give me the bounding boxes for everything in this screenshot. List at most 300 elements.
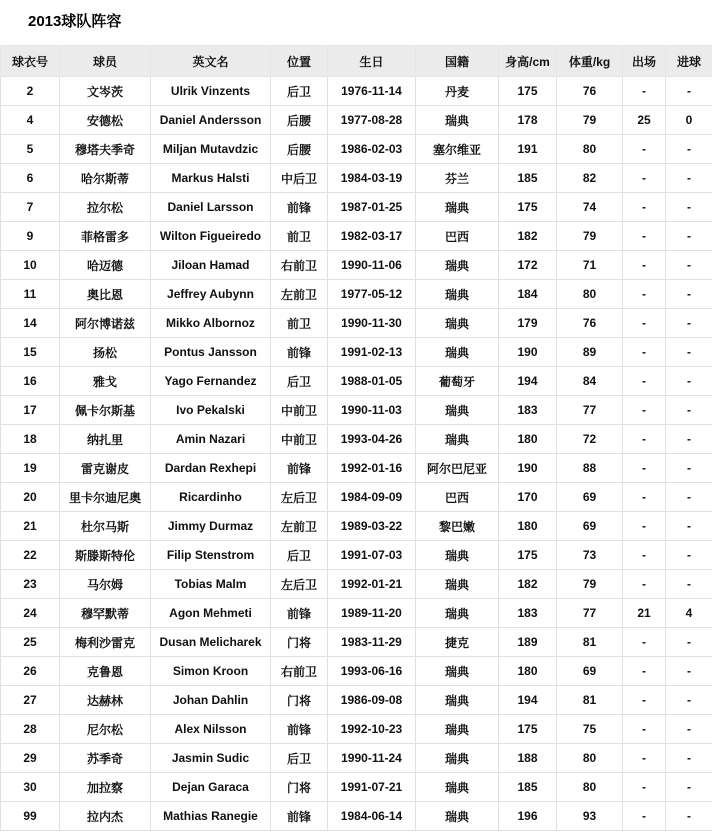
header-row — [1, 46, 712, 77]
cell-weight-kg: 71 — [557, 251, 623, 280]
cell-goals: - — [666, 396, 712, 425]
cell-nationality: 瑞典 — [416, 106, 499, 135]
cell-birthday: 1990-11-24 — [328, 744, 416, 773]
roster-table-head — [1, 46, 712, 77]
cell-player-name-cn: 纳扎里 — [60, 425, 151, 454]
cell-weight-kg: 81 — [557, 628, 623, 657]
cell-position: 右前卫 — [271, 657, 328, 686]
column-header-player-name-cn: 球员 — [60, 46, 151, 77]
cell-jersey-number: 17 — [1, 396, 60, 425]
cell-player-name-en: Ivo Pekalski — [151, 396, 271, 425]
cell-position: 前锋 — [271, 715, 328, 744]
cell-nationality: 巴西 — [416, 483, 499, 512]
cell-nationality: 瑞典 — [416, 425, 499, 454]
cell-weight-kg: 93 — [557, 802, 623, 831]
cell-appearances: - — [623, 541, 666, 570]
cell-appearances: - — [623, 657, 666, 686]
cell-player-name-cn: 里卡尔迪尼奥 — [60, 483, 151, 512]
cell-position: 左后卫 — [271, 483, 328, 512]
cell-player-name-cn: 马尔姆 — [60, 570, 151, 599]
table-row — [1, 309, 712, 338]
cell-player-name-cn: 苏季奇 — [60, 744, 151, 773]
page-title: 2013球队阵容 — [28, 13, 122, 30]
cell-height-cm: 190 — [499, 338, 557, 367]
cell-jersey-number: 22 — [1, 541, 60, 570]
cell-weight-kg: 76 — [557, 309, 623, 338]
cell-player-name-en: Jeffrey Aubynn — [151, 280, 271, 309]
cell-appearances: - — [623, 367, 666, 396]
cell-birthday: 1982-03-17 — [328, 222, 416, 251]
table-row — [1, 802, 712, 831]
cell-appearances: - — [623, 193, 666, 222]
cell-birthday: 1993-06-16 — [328, 657, 416, 686]
cell-jersey-number: 19 — [1, 454, 60, 483]
cell-height-cm: 184 — [499, 280, 557, 309]
cell-position: 左前卫 — [271, 512, 328, 541]
cell-appearances: 25 — [623, 106, 666, 135]
cell-appearances: - — [623, 512, 666, 541]
cell-nationality: 瑞典 — [416, 686, 499, 715]
cell-weight-kg: 80 — [557, 135, 623, 164]
cell-goals: - — [666, 193, 712, 222]
cell-weight-kg: 69 — [557, 657, 623, 686]
cell-nationality: 巴西 — [416, 222, 499, 251]
cell-jersey-number: 2 — [1, 77, 60, 106]
table-row — [1, 512, 712, 541]
cell-position: 后腰 — [271, 135, 328, 164]
cell-height-cm: 175 — [499, 541, 557, 570]
cell-position: 后卫 — [271, 541, 328, 570]
cell-position: 前锋 — [271, 454, 328, 483]
table-row — [1, 396, 712, 425]
cell-nationality: 瑞典 — [416, 541, 499, 570]
cell-jersey-number: 6 — [1, 164, 60, 193]
cell-position: 中前卫 — [271, 396, 328, 425]
cell-nationality: 芬兰 — [416, 164, 499, 193]
cell-weight-kg: 79 — [557, 106, 623, 135]
cell-nationality: 黎巴嫩 — [416, 512, 499, 541]
cell-appearances: - — [623, 802, 666, 831]
cell-position: 门将 — [271, 628, 328, 657]
cell-goals: - — [666, 483, 712, 512]
cell-height-cm: 180 — [499, 512, 557, 541]
cell-appearances: - — [623, 251, 666, 280]
cell-goals: - — [666, 77, 712, 106]
cell-player-name-en: Miljan Mutavdzic — [151, 135, 271, 164]
cell-nationality: 瑞典 — [416, 570, 499, 599]
cell-player-name-en: Filip Stenstrom — [151, 541, 271, 570]
table-row — [1, 628, 712, 657]
cell-jersey-number: 18 — [1, 425, 60, 454]
cell-appearances: - — [623, 425, 666, 454]
cell-birthday: 1984-03-19 — [328, 164, 416, 193]
table-row — [1, 193, 712, 222]
cell-position: 前卫 — [271, 309, 328, 338]
cell-goals: - — [666, 338, 712, 367]
cell-birthday: 1984-06-14 — [328, 802, 416, 831]
cell-position: 左前卫 — [271, 280, 328, 309]
cell-birthday: 1977-05-12 — [328, 280, 416, 309]
cell-jersey-number: 23 — [1, 570, 60, 599]
cell-weight-kg: 88 — [557, 454, 623, 483]
cell-weight-kg: 82 — [557, 164, 623, 193]
cell-weight-kg: 81 — [557, 686, 623, 715]
cell-weight-kg: 75 — [557, 715, 623, 744]
cell-birthday: 1992-01-21 — [328, 570, 416, 599]
cell-appearances: - — [623, 280, 666, 309]
cell-player-name-en: Alex Nilsson — [151, 715, 271, 744]
cell-nationality: 塞尔维亚 — [416, 135, 499, 164]
cell-goals: - — [666, 309, 712, 338]
cell-goals: - — [666, 135, 712, 164]
cell-jersey-number: 24 — [1, 599, 60, 628]
table-row — [1, 222, 712, 251]
cell-nationality: 丹麦 — [416, 77, 499, 106]
cell-birthday: 1991-07-21 — [328, 773, 416, 802]
cell-player-name-en: Mikko Albornoz — [151, 309, 271, 338]
cell-player-name-en: Ricardinho — [151, 483, 271, 512]
cell-nationality: 瑞典 — [416, 657, 499, 686]
cell-height-cm: 182 — [499, 222, 557, 251]
cell-goals: 4 — [666, 599, 712, 628]
cell-appearances: - — [623, 396, 666, 425]
table-row — [1, 77, 712, 106]
cell-appearances: 21 — [623, 599, 666, 628]
table-row — [1, 744, 712, 773]
cell-player-name-en: Daniel Larsson — [151, 193, 271, 222]
cell-player-name-en: Pontus Jansson — [151, 338, 271, 367]
cell-height-cm: 188 — [499, 744, 557, 773]
cell-height-cm: 175 — [499, 715, 557, 744]
cell-player-name-cn: 拉尔松 — [60, 193, 151, 222]
cell-position: 中前卫 — [271, 425, 328, 454]
cell-jersey-number: 9 — [1, 222, 60, 251]
cell-height-cm: 190 — [499, 454, 557, 483]
cell-birthday: 1986-09-08 — [328, 686, 416, 715]
cell-height-cm: 172 — [499, 251, 557, 280]
cell-appearances: - — [623, 773, 666, 802]
cell-player-name-en: Mathias Ranegie — [151, 802, 271, 831]
cell-birthday: 1989-11-20 — [328, 599, 416, 628]
cell-player-name-en: Yago Fernandez — [151, 367, 271, 396]
cell-player-name-cn: 雷克谢皮 — [60, 454, 151, 483]
cell-height-cm: 175 — [499, 193, 557, 222]
cell-height-cm: 182 — [499, 570, 557, 599]
cell-player-name-en: Johan Dahlin — [151, 686, 271, 715]
cell-position: 后卫 — [271, 744, 328, 773]
cell-nationality: 瑞典 — [416, 396, 499, 425]
cell-height-cm: 185 — [499, 164, 557, 193]
cell-weight-kg: 84 — [557, 367, 623, 396]
cell-height-cm: 180 — [499, 425, 557, 454]
cell-player-name-en: Simon Kroon — [151, 657, 271, 686]
cell-goals: - — [666, 541, 712, 570]
cell-jersey-number: 7 — [1, 193, 60, 222]
cell-goals: - — [666, 628, 712, 657]
cell-birthday: 1976-11-14 — [328, 77, 416, 106]
cell-height-cm: 194 — [499, 367, 557, 396]
cell-position: 前锋 — [271, 338, 328, 367]
column-header-nationality: 国籍 — [416, 46, 499, 77]
table-row — [1, 715, 712, 744]
cell-birthday: 1987-01-25 — [328, 193, 416, 222]
cell-height-cm: 175 — [499, 77, 557, 106]
cell-nationality: 瑞典 — [416, 773, 499, 802]
cell-jersey-number: 16 — [1, 367, 60, 396]
cell-position: 右前卫 — [271, 251, 328, 280]
cell-goals: 0 — [666, 106, 712, 135]
cell-nationality: 瑞典 — [416, 309, 499, 338]
table-row — [1, 106, 712, 135]
column-header-player-name-en: 英文名 — [151, 46, 271, 77]
cell-player-name-en: Agon Mehmeti — [151, 599, 271, 628]
cell-height-cm: 194 — [499, 686, 557, 715]
cell-weight-kg: 89 — [557, 338, 623, 367]
cell-weight-kg: 69 — [557, 483, 623, 512]
cell-birthday: 1983-11-29 — [328, 628, 416, 657]
cell-goals: - — [666, 251, 712, 280]
cell-appearances: - — [623, 77, 666, 106]
cell-birthday: 1991-07-03 — [328, 541, 416, 570]
cell-birthday: 1984-09-09 — [328, 483, 416, 512]
cell-appearances: - — [623, 686, 666, 715]
cell-position: 前卫 — [271, 222, 328, 251]
cell-player-name-en: Jiloan Hamad — [151, 251, 271, 280]
cell-weight-kg: 80 — [557, 744, 623, 773]
roster-table — [0, 45, 712, 831]
cell-player-name-cn: 杜尔马斯 — [60, 512, 151, 541]
cell-player-name-cn: 拉内杰 — [60, 802, 151, 831]
cell-player-name-cn: 安德松 — [60, 106, 151, 135]
cell-player-name-cn: 哈尔斯蒂 — [60, 164, 151, 193]
cell-player-name-en: Jimmy Durmaz — [151, 512, 271, 541]
cell-player-name-cn: 梅利沙雷克 — [60, 628, 151, 657]
cell-position: 前锋 — [271, 193, 328, 222]
cell-height-cm: 179 — [499, 309, 557, 338]
cell-appearances: - — [623, 135, 666, 164]
cell-player-name-cn: 菲格雷多 — [60, 222, 151, 251]
roster-table-body — [1, 77, 712, 831]
cell-goals: - — [666, 425, 712, 454]
cell-goals: - — [666, 280, 712, 309]
table-row — [1, 338, 712, 367]
cell-position: 后腰 — [271, 106, 328, 135]
cell-nationality: 阿尔巴尼亚 — [416, 454, 499, 483]
cell-nationality: 葡萄牙 — [416, 367, 499, 396]
cell-position: 前锋 — [271, 802, 328, 831]
cell-nationality: 捷克 — [416, 628, 499, 657]
cell-player-name-en: Daniel Andersson — [151, 106, 271, 135]
cell-player-name-en: Dejan Garaca — [151, 773, 271, 802]
cell-nationality: 瑞典 — [416, 193, 499, 222]
cell-birthday: 1991-02-13 — [328, 338, 416, 367]
cell-weight-kg: 80 — [557, 773, 623, 802]
cell-birthday: 1990-11-06 — [328, 251, 416, 280]
table-row — [1, 483, 712, 512]
cell-height-cm: 180 — [499, 657, 557, 686]
cell-appearances: - — [623, 628, 666, 657]
cell-nationality: 瑞典 — [416, 802, 499, 831]
cell-player-name-cn: 阿尔博诺兹 — [60, 309, 151, 338]
cell-jersey-number: 14 — [1, 309, 60, 338]
column-header-height-cm: 身高/cm — [499, 46, 557, 77]
cell-nationality: 瑞典 — [416, 744, 499, 773]
cell-goals: - — [666, 802, 712, 831]
table-row — [1, 599, 712, 628]
cell-player-name-cn: 克鲁恩 — [60, 657, 151, 686]
cell-player-name-en: Markus Halsti — [151, 164, 271, 193]
cell-goals: - — [666, 744, 712, 773]
cell-weight-kg: 77 — [557, 396, 623, 425]
cell-player-name-cn: 佩卡尔斯基 — [60, 396, 151, 425]
table-row — [1, 773, 712, 802]
cell-nationality: 瑞典 — [416, 251, 499, 280]
cell-appearances: - — [623, 483, 666, 512]
cell-player-name-cn: 斯滕斯特伦 — [60, 541, 151, 570]
table-row — [1, 280, 712, 309]
cell-birthday: 1986-02-03 — [328, 135, 416, 164]
cell-goals: - — [666, 512, 712, 541]
cell-player-name-en: Ulrik Vinzents — [151, 77, 271, 106]
column-header-weight-kg: 体重/kg — [557, 46, 623, 77]
cell-weight-kg: 80 — [557, 280, 623, 309]
cell-jersey-number: 28 — [1, 715, 60, 744]
cell-position: 后卫 — [271, 77, 328, 106]
cell-position: 门将 — [271, 773, 328, 802]
cell-player-name-en: Dusan Melicharek — [151, 628, 271, 657]
cell-jersey-number: 99 — [1, 802, 60, 831]
cell-weight-kg: 79 — [557, 222, 623, 251]
table-row — [1, 164, 712, 193]
cell-jersey-number: 10 — [1, 251, 60, 280]
cell-goals: - — [666, 367, 712, 396]
column-header-jersey-number: 球衣号 — [1, 46, 60, 77]
column-header-goals: 进球 — [666, 46, 712, 77]
cell-goals: - — [666, 164, 712, 193]
cell-height-cm: 191 — [499, 135, 557, 164]
cell-height-cm: 189 — [499, 628, 557, 657]
cell-birthday: 1989-03-22 — [328, 512, 416, 541]
cell-appearances: - — [623, 309, 666, 338]
cell-player-name-cn: 雅戈 — [60, 367, 151, 396]
cell-nationality: 瑞典 — [416, 280, 499, 309]
cell-birthday: 1977-08-28 — [328, 106, 416, 135]
cell-player-name-cn: 穆罕默蒂 — [60, 599, 151, 628]
table-row — [1, 367, 712, 396]
cell-nationality: 瑞典 — [416, 338, 499, 367]
cell-player-name-cn: 哈迈德 — [60, 251, 151, 280]
cell-height-cm: 196 — [499, 802, 557, 831]
cell-player-name-cn: 穆塔夫季奇 — [60, 135, 151, 164]
cell-position: 中后卫 — [271, 164, 328, 193]
cell-goals: - — [666, 715, 712, 744]
table-row — [1, 541, 712, 570]
cell-player-name-cn: 达赫林 — [60, 686, 151, 715]
cell-jersey-number: 20 — [1, 483, 60, 512]
cell-weight-kg: 77 — [557, 599, 623, 628]
cell-height-cm: 183 — [499, 599, 557, 628]
cell-position: 门将 — [271, 686, 328, 715]
column-header-birthday: 生日 — [328, 46, 416, 77]
cell-jersey-number: 21 — [1, 512, 60, 541]
cell-birthday: 1993-04-26 — [328, 425, 416, 454]
cell-jersey-number: 26 — [1, 657, 60, 686]
cell-player-name-cn: 加拉察 — [60, 773, 151, 802]
cell-jersey-number: 25 — [1, 628, 60, 657]
cell-appearances: - — [623, 715, 666, 744]
cell-nationality: 瑞典 — [416, 599, 499, 628]
cell-appearances: - — [623, 164, 666, 193]
table-row — [1, 570, 712, 599]
cell-player-name-cn: 奥比恩 — [60, 280, 151, 309]
table-row — [1, 686, 712, 715]
cell-appearances: - — [623, 454, 666, 483]
cell-height-cm: 178 — [499, 106, 557, 135]
cell-birthday: 1992-10-23 — [328, 715, 416, 744]
cell-position: 左后卫 — [271, 570, 328, 599]
cell-goals: - — [666, 773, 712, 802]
cell-jersey-number: 30 — [1, 773, 60, 802]
cell-player-name-en: Amin Nazari — [151, 425, 271, 454]
cell-appearances: - — [623, 222, 666, 251]
cell-jersey-number: 27 — [1, 686, 60, 715]
cell-weight-kg: 76 — [557, 77, 623, 106]
table-row — [1, 425, 712, 454]
cell-player-name-en: Jasmin Sudic — [151, 744, 271, 773]
cell-birthday: 1992-01-16 — [328, 454, 416, 483]
cell-goals: - — [666, 222, 712, 251]
cell-player-name-cn: 文岑茨 — [60, 77, 151, 106]
cell-height-cm: 183 — [499, 396, 557, 425]
cell-player-name-en: Dardan Rexhepi — [151, 454, 271, 483]
cell-player-name-en: Tobias Malm — [151, 570, 271, 599]
cell-jersey-number: 15 — [1, 338, 60, 367]
cell-birthday: 1988-01-05 — [328, 367, 416, 396]
cell-jersey-number: 4 — [1, 106, 60, 135]
cell-appearances: - — [623, 570, 666, 599]
table-row — [1, 135, 712, 164]
cell-appearances: - — [623, 338, 666, 367]
cell-goals: - — [666, 570, 712, 599]
cell-goals: - — [666, 454, 712, 483]
cell-jersey-number: 29 — [1, 744, 60, 773]
cell-weight-kg: 72 — [557, 425, 623, 454]
cell-player-name-cn: 尼尔松 — [60, 715, 151, 744]
cell-jersey-number: 5 — [1, 135, 60, 164]
cell-nationality: 瑞典 — [416, 715, 499, 744]
cell-position: 前锋 — [271, 599, 328, 628]
table-row — [1, 251, 712, 280]
column-header-position: 位置 — [271, 46, 328, 77]
cell-position: 后卫 — [271, 367, 328, 396]
cell-height-cm: 185 — [499, 773, 557, 802]
cell-weight-kg: 79 — [557, 570, 623, 599]
table-row — [1, 454, 712, 483]
cell-weight-kg: 69 — [557, 512, 623, 541]
cell-height-cm: 170 — [499, 483, 557, 512]
cell-goals: - — [666, 686, 712, 715]
cell-goals: - — [666, 657, 712, 686]
cell-player-name-cn: 扬松 — [60, 338, 151, 367]
cell-weight-kg: 73 — [557, 541, 623, 570]
cell-jersey-number: 11 — [1, 280, 60, 309]
cell-weight-kg: 74 — [557, 193, 623, 222]
column-header-appearances: 出场 — [623, 46, 666, 77]
cell-birthday: 1990-11-30 — [328, 309, 416, 338]
cell-player-name-en: Wilton Figueiredo — [151, 222, 271, 251]
table-row — [1, 657, 712, 686]
cell-birthday: 1990-11-03 — [328, 396, 416, 425]
